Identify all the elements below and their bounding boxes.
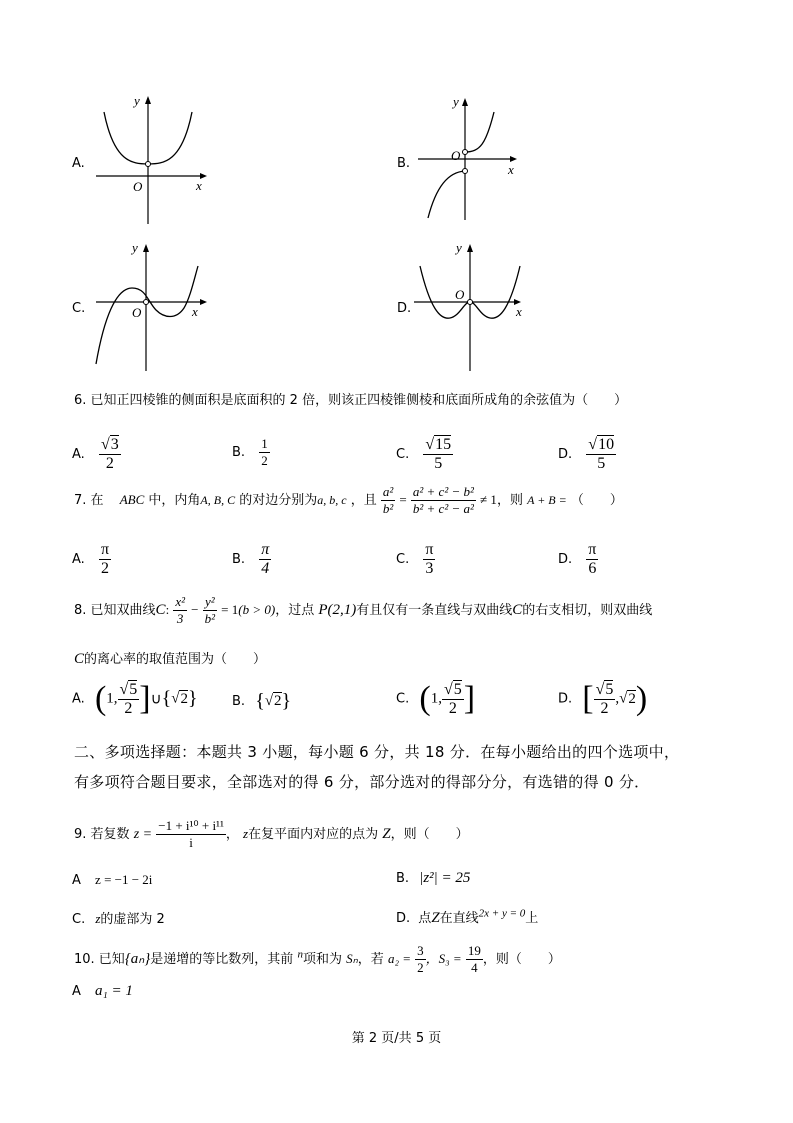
open-point	[146, 162, 151, 167]
q8-option-b: B. {√2}	[232, 690, 292, 712]
curve-right	[465, 112, 494, 152]
x-axis-arrow	[200, 299, 207, 305]
q7-option-a: A. $\frac{\pi}{2}$	[72, 541, 110, 577]
q9-option-c: C. z的虚部为 2	[72, 911, 165, 927]
section-2-instructions: 有多项符合题目要求，全部选对的得 6 分，部分选对的得部分分，有选错的得 0 分．	[74, 773, 650, 791]
origin-label: O	[133, 179, 143, 194]
graph-c-label: C.	[72, 301, 86, 316]
q8-option-d: D. [ $\frac{√5}{2}$ ,√2)	[558, 680, 648, 717]
q6-stem: 6. 已知正四棱锥的侧面积是底面积的 2 倍，则该正四棱锥侧棱和底面所成角的余弦值为（ ）	[74, 393, 628, 408]
page-footer: 第 2 页/共 5 页	[351, 1031, 442, 1046]
q7-option-b: B. $\frac{\pi}{4}$	[232, 541, 270, 577]
q9-option-b: B. |z²| = 25	[396, 870, 471, 886]
y-label: y	[134, 93, 140, 108]
q8-option-a: A. (1, $\frac{√5}{2}$ ]∪{√2}	[72, 680, 198, 717]
q6-option-d: D. $\frac{√10}{5}$	[558, 436, 615, 472]
q8-stem: 8. 已知双曲线C: $\frac{\text{x²}}{3}$ − $\frac{\text{y²}}{\text{b²}}$ = 1(b > 0)，过点 P(2,1)有且仅有一条直线与双曲线C的右支相切，则双曲线	[74, 594, 653, 626]
q9-stem: 9. 若复数 z = $\frac{\text{−1 + i¹⁰ + i¹¹}}{i}$ ， z在复平面内对应的点为 Z，则（ ）	[74, 818, 469, 850]
q10-stem: 10. 已知{aₙ}是递增的等比数列，其前 $^n$项和为 Sₙ，若 a₂ = $\frac{3}{2}$ ，S₃ = $\frac{19}{4}$ ，则（ ）	[74, 943, 561, 975]
x-label: x	[192, 304, 198, 319]
graph-a	[92, 92, 212, 227]
q7-stem: 7. 在 ABC 中，内角A, B, C 的对边分别为a, b, c ，且 $\frac{\text{a²}}{\text{b²}}$ = $\frac{\text{a² + c² − b²}}{\text{b² + c² − a²}}$ ≠ 1，则 A + B = （ ）	[74, 484, 623, 516]
graph-d	[414, 238, 534, 373]
open-point	[144, 300, 149, 305]
y-axis-arrow	[143, 244, 149, 252]
y-axis-arrow	[145, 96, 151, 104]
q10-option-a: A a₁ = 1	[72, 983, 133, 999]
graph-d-label: D.	[397, 301, 412, 316]
x-label: x	[516, 304, 522, 319]
origin-label: O	[451, 148, 461, 163]
graph-a-label: A.	[72, 156, 85, 171]
open-point-bottom	[463, 169, 468, 174]
curve-left	[428, 171, 465, 218]
q9-option-d: D. 点Z在直线$^{2x + y = 0}$上	[396, 907, 539, 926]
y-label: y	[456, 240, 462, 255]
q6-option-c: C. $\frac{√15}{5}$	[396, 436, 452, 472]
open-point	[468, 300, 473, 305]
q8-stem-line2: C的离心率的取值范围为（ ）	[74, 651, 267, 667]
q8-option-c: C. (1, $\frac{√5}{2}$ ]	[396, 680, 476, 717]
open-point-top	[463, 150, 468, 155]
graph-b	[418, 92, 528, 222]
x-label: x	[196, 178, 202, 193]
y-axis-arrow	[462, 98, 468, 106]
graph-c	[92, 238, 212, 373]
q6-option-a: A. $\frac{√3}{2}$	[72, 436, 119, 472]
q7-option-d: D. $\frac{\pi}{6}$	[558, 541, 597, 577]
q7-option-c: C. $\frac{\pi}{3}$	[396, 541, 434, 577]
y-axis-arrow	[467, 244, 473, 252]
y-label: y	[453, 94, 459, 109]
y-label: y	[132, 240, 138, 255]
origin-label: O	[455, 287, 465, 302]
x-label: x	[508, 162, 514, 177]
origin-label: O	[132, 305, 142, 320]
q6-option-b: B. $\frac{1}{2}$	[232, 436, 268, 468]
curve	[96, 266, 198, 364]
graph-b-label: B.	[397, 156, 411, 171]
q9-option-a: A z = −1 − 2i	[72, 872, 153, 888]
section-2-heading: 二、多项选择题：本题共 3 小题，每小题 6 分，共 18 分．在每小题给出的四个选项中，	[74, 743, 680, 761]
